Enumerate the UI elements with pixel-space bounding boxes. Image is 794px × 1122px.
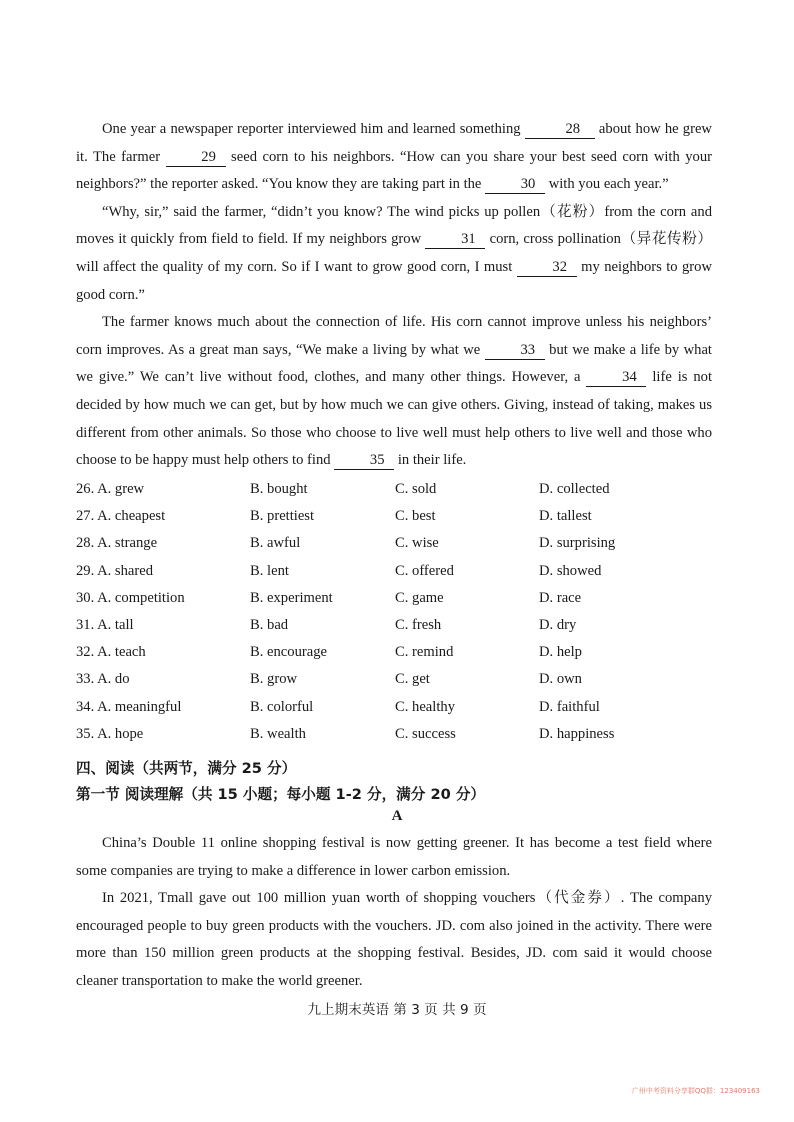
option-b: B. bought bbox=[250, 481, 308, 498]
text-span: my neighbors to grow good corn.” bbox=[76, 258, 712, 303]
text-span: corn, cross pollination（异花传粉）will affect the quality of my corn. So if I want to grow good corn, I must bbox=[76, 231, 712, 275]
option-c: C. offered bbox=[395, 562, 454, 579]
option-a: 32. A. teach bbox=[76, 644, 146, 661]
blank-28: 28 bbox=[525, 120, 595, 139]
option-a: 35. A. hope bbox=[76, 725, 144, 742]
option-row-32 bbox=[76, 639, 716, 666]
option-row-33 bbox=[76, 666, 716, 693]
cloze-paragraph-2 bbox=[76, 199, 712, 309]
cloze-passage bbox=[76, 116, 712, 475]
section-heading: 四、阅读（共两节，满分 25 分） bbox=[76, 760, 297, 777]
text-span: with you each year.” bbox=[545, 176, 669, 193]
option-row-31 bbox=[76, 612, 716, 639]
option-row-30 bbox=[76, 585, 716, 612]
option-b: B. wealth bbox=[250, 725, 306, 742]
option-c: C. get bbox=[395, 671, 430, 688]
option-b: B. experiment bbox=[250, 589, 333, 606]
option-c: C. game bbox=[395, 589, 444, 606]
option-b: B. colorful bbox=[250, 698, 314, 715]
text-span: life is not decided by how much we can get, but by how much we can give others. Giving, instead of taking, makes us different from other animals. So those who choose to live well must help others to live well and those who choose to be happy must help others to find bbox=[76, 369, 712, 469]
cloze-paragraph-3 bbox=[76, 309, 712, 475]
blank-32: 32 bbox=[517, 258, 577, 277]
option-a: 30. A. competition bbox=[76, 589, 185, 606]
option-d: D. surprising bbox=[539, 535, 616, 552]
option-d: D. dry bbox=[539, 617, 577, 634]
section-subheading: 第一节 阅读理解（共 15 小题；每小题 1-2 分，满分 20 分） bbox=[76, 786, 486, 803]
option-b: B. encourage bbox=[250, 644, 327, 661]
text-span: “Why, sir,” said the farmer, “didn’t you know? The wind picks up pollen（花粉）from the corn and moves it quickly from field to field. If my neighbors grow bbox=[76, 203, 712, 248]
option-b: B. lent bbox=[250, 562, 289, 579]
option-c: C. sold bbox=[395, 481, 437, 498]
option-c: C. wise bbox=[395, 535, 439, 552]
reading-passage bbox=[76, 830, 712, 996]
reading-paragraph-1: China’s Double 11 online shopping festival is now getting greener. It has become a test field where some companies are trying to make a difference in lower carbon emission. bbox=[76, 835, 712, 879]
option-a: 26. A. grew bbox=[76, 481, 145, 498]
option-a: 34. A. meaningful bbox=[76, 698, 182, 715]
page-footer: 九上期末英语 第 3 页 共 9 页 bbox=[307, 1002, 487, 1018]
option-row-29 bbox=[76, 558, 716, 585]
text-span: in their life. bbox=[394, 452, 467, 469]
option-d: D. tallest bbox=[539, 508, 592, 525]
watermark-text: 广州中考资料分享群QQ群：123409163 bbox=[631, 1087, 760, 1095]
option-d: D. showed bbox=[539, 562, 602, 579]
option-b: B. prettiest bbox=[250, 508, 315, 525]
option-a: 31. A. tall bbox=[76, 617, 134, 634]
option-row-28 bbox=[76, 530, 716, 557]
option-d: D. help bbox=[539, 644, 582, 661]
option-c: C. success bbox=[395, 725, 456, 742]
blank-33: 33 bbox=[485, 341, 545, 360]
blank-34: 34 bbox=[586, 368, 646, 387]
option-d: D. race bbox=[539, 589, 582, 606]
option-b: B. bad bbox=[250, 617, 289, 634]
reading-paragraph-2: In 2021, Tmall gave out 100 million yuan worth of shopping vouchers（代金券）. The company encouraged people to buy green products with the vouchers. JD. com also joined in the activity. There were more than 150 million green products at the shopping festival. Besides, JD. com said it would choose cleaner transportation to make the world greener. bbox=[76, 890, 712, 989]
option-a: 33. A. do bbox=[76, 671, 130, 688]
option-row-26 bbox=[76, 476, 716, 503]
text-span: The farmer knows much about the connection of life. His corn cannot improve unless his neighbors’ corn improves. As a great man says, “We make a living by what we bbox=[76, 314, 712, 358]
option-a: 27. A. cheapest bbox=[76, 508, 166, 525]
option-c: C. healthy bbox=[395, 698, 455, 715]
answer-options bbox=[76, 476, 716, 748]
blank-29: 29 bbox=[166, 148, 226, 167]
option-b: B. awful bbox=[250, 535, 301, 552]
option-a: 28. A. strange bbox=[76, 535, 158, 552]
option-row-27 bbox=[76, 503, 716, 530]
option-d: D. collected bbox=[539, 481, 610, 498]
blank-31: 31 bbox=[425, 230, 485, 249]
text-span: about how he grew it. The farmer bbox=[76, 121, 712, 165]
option-c: C. best bbox=[395, 508, 436, 525]
option-a: 29. A. shared bbox=[76, 562, 154, 579]
option-b: B. grow bbox=[250, 671, 298, 688]
option-d: D. happiness bbox=[539, 725, 615, 742]
cloze-paragraph-1 bbox=[76, 116, 712, 199]
option-row-35 bbox=[76, 721, 716, 748]
option-row-34 bbox=[76, 694, 716, 721]
text-span: seed corn to his neighbors. “How can you share your best seed corn with your neighbors?” the reporter asked. “You know they are taking part in the bbox=[76, 148, 713, 193]
option-d: D. own bbox=[539, 671, 582, 688]
option-c: C. remind bbox=[395, 644, 454, 661]
blank-35: 35 bbox=[334, 451, 394, 470]
text-span: One year a newspaper reporter interviewed him and learned something bbox=[102, 121, 525, 137]
option-d: D. faithful bbox=[539, 698, 600, 715]
option-c: C. fresh bbox=[395, 617, 442, 634]
text-span: but we make a life by what we give.” We can’t live without food, clothes, and many other things. However, a bbox=[76, 341, 712, 386]
passage-letter: A bbox=[391, 808, 403, 824]
blank-30: 30 bbox=[485, 175, 545, 194]
